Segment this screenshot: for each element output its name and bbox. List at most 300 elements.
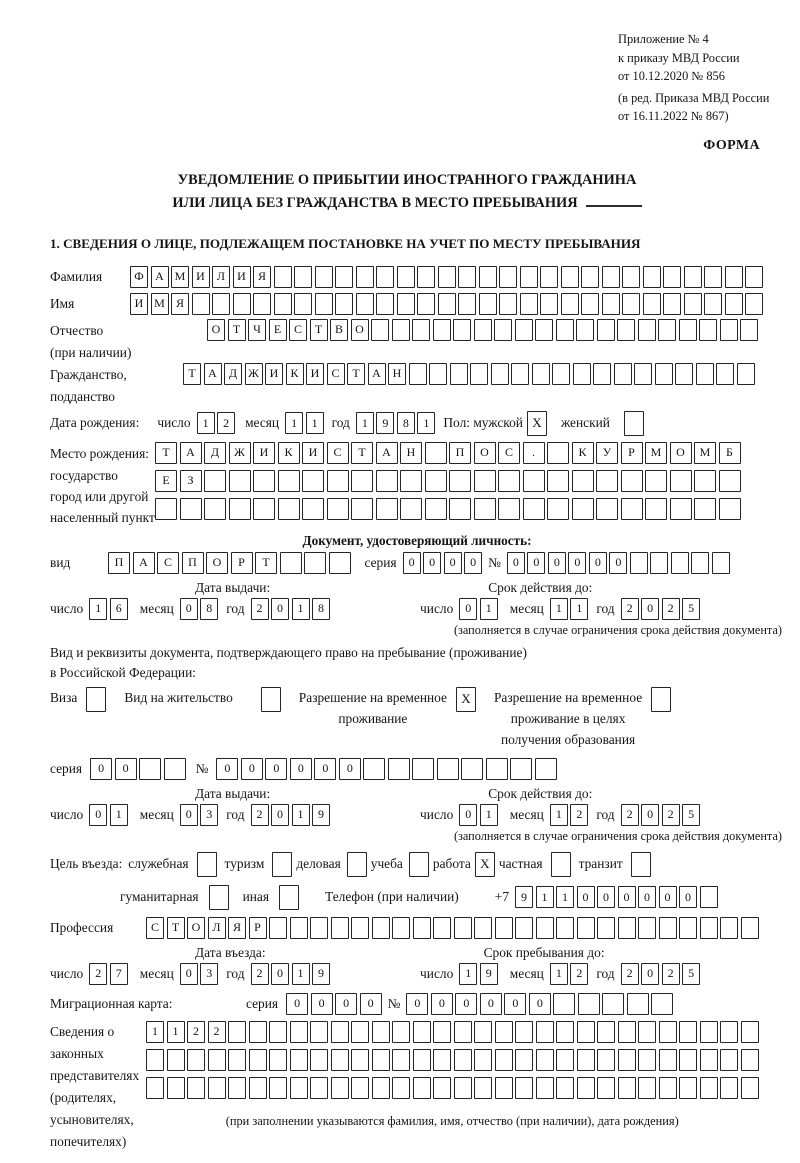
char-cell[interactable] [474, 470, 496, 492]
char-cell[interactable] [535, 758, 557, 780]
char-cell[interactable]: 8 [312, 598, 330, 620]
char-cell[interactable]: 0 [431, 993, 453, 1015]
char-cell[interactable]: 2 [251, 963, 269, 985]
char-cell[interactable]: Е [269, 319, 287, 341]
char-cell[interactable] [146, 1049, 164, 1071]
char-cell[interactable] [699, 319, 717, 341]
char-cell[interactable] [498, 470, 520, 492]
char-cell[interactable]: И [192, 266, 210, 288]
char-cell[interactable]: 1 [480, 598, 498, 620]
char-cell[interactable]: Т [155, 442, 177, 464]
char-cell[interactable]: 1 [292, 963, 310, 985]
char-cell[interactable]: 0 [89, 804, 107, 826]
char-cell[interactable]: П [182, 552, 204, 574]
char-cell[interactable] [290, 1077, 308, 1099]
char-cell[interactable]: 0 [406, 993, 428, 1015]
char-cell[interactable]: Л [212, 266, 230, 288]
char-cell[interactable] [253, 293, 271, 315]
char-cell[interactable] [671, 552, 689, 574]
char-cell[interactable] [278, 470, 300, 492]
char-cell[interactable] [486, 758, 508, 780]
char-cell[interactable] [556, 917, 574, 939]
char-cell[interactable] [335, 266, 353, 288]
char-cell[interactable]: О [670, 442, 692, 464]
purpose-other-checkbox[interactable] [279, 885, 299, 910]
char-cell[interactable] [433, 319, 451, 341]
char-cell[interactable]: 2 [662, 804, 680, 826]
char-cell[interactable]: 2 [662, 963, 680, 985]
char-cell[interactable] [520, 266, 538, 288]
char-cell[interactable] [400, 498, 422, 520]
char-cell[interactable]: 0 [577, 886, 595, 908]
char-cell[interactable] [515, 1021, 533, 1043]
char-cell[interactable] [479, 293, 497, 315]
char-cell[interactable] [278, 498, 300, 520]
char-cell[interactable] [621, 470, 643, 492]
char-cell[interactable]: 8 [200, 598, 218, 620]
char-cell[interactable] [376, 266, 394, 288]
char-cell[interactable]: 9 [480, 963, 498, 985]
purpose-private-checkbox[interactable] [551, 852, 571, 877]
char-cell[interactable]: 0 [638, 886, 656, 908]
char-cell[interactable]: П [108, 552, 130, 574]
char-cell[interactable] [618, 917, 636, 939]
char-cell[interactable] [417, 266, 435, 288]
char-cell[interactable] [413, 1077, 431, 1099]
char-cell[interactable]: 2 [621, 804, 639, 826]
char-cell[interactable]: 0 [115, 758, 137, 780]
char-cell[interactable] [597, 1021, 615, 1043]
char-cell[interactable]: Р [249, 917, 267, 939]
char-cell[interactable]: 1 [570, 598, 588, 620]
char-cell[interactable]: 0 [444, 552, 462, 574]
char-cell[interactable] [304, 552, 326, 574]
char-cell[interactable] [310, 1077, 328, 1099]
char-cell[interactable] [413, 1049, 431, 1071]
char-cell[interactable] [645, 498, 667, 520]
char-cell[interactable] [228, 1077, 246, 1099]
char-cell[interactable]: 9 [515, 886, 533, 908]
char-cell[interactable] [643, 293, 661, 315]
char-cell[interactable] [540, 293, 558, 315]
char-cell[interactable] [670, 470, 692, 492]
char-cell[interactable] [655, 363, 673, 385]
char-cell[interactable] [335, 293, 353, 315]
char-cell[interactable] [417, 293, 435, 315]
char-cell[interactable]: Ч [248, 319, 266, 341]
char-cell[interactable] [694, 498, 716, 520]
char-cell[interactable] [561, 293, 579, 315]
char-cell[interactable]: 0 [290, 758, 312, 780]
char-cell[interactable] [602, 293, 620, 315]
char-cell[interactable] [331, 1049, 349, 1071]
char-cell[interactable] [450, 363, 468, 385]
char-cell[interactable] [458, 293, 476, 315]
char-cell[interactable] [700, 917, 718, 939]
char-cell[interactable] [187, 1077, 205, 1099]
char-cell[interactable] [547, 498, 569, 520]
char-cell[interactable] [577, 917, 595, 939]
char-cell[interactable] [684, 293, 702, 315]
char-cell[interactable] [741, 1049, 759, 1071]
char-cell[interactable] [392, 1021, 410, 1043]
char-cell[interactable] [659, 1077, 677, 1099]
char-cell[interactable] [597, 1077, 615, 1099]
char-cell[interactable] [449, 470, 471, 492]
char-cell[interactable]: А [151, 266, 169, 288]
char-cell[interactable]: Д [204, 442, 226, 464]
char-cell[interactable]: 0 [459, 804, 477, 826]
char-cell[interactable] [290, 1049, 308, 1071]
char-cell[interactable] [327, 498, 349, 520]
char-cell[interactable]: Т [183, 363, 201, 385]
char-cell[interactable] [663, 293, 681, 315]
char-cell[interactable] [651, 993, 673, 1015]
char-cell[interactable] [331, 1021, 349, 1043]
temp-residence-checkbox[interactable]: X [456, 687, 476, 712]
char-cell[interactable] [429, 363, 447, 385]
char-cell[interactable]: 2 [208, 1021, 226, 1043]
char-cell[interactable] [474, 1077, 492, 1099]
purpose-business-checkbox[interactable] [347, 852, 367, 877]
char-cell[interactable] [327, 470, 349, 492]
char-cell[interactable] [596, 470, 618, 492]
char-cell[interactable]: Т [310, 319, 328, 341]
char-cell[interactable] [572, 470, 594, 492]
char-cell[interactable] [630, 552, 648, 574]
char-cell[interactable]: А [204, 363, 222, 385]
char-cell[interactable] [511, 363, 529, 385]
char-cell[interactable] [329, 552, 351, 574]
char-cell[interactable] [228, 1049, 246, 1071]
char-cell[interactable] [745, 266, 763, 288]
char-cell[interactable]: С [498, 442, 520, 464]
char-cell[interactable] [510, 758, 532, 780]
char-cell[interactable]: О [187, 917, 205, 939]
char-cell[interactable] [556, 1021, 574, 1043]
char-cell[interactable] [597, 319, 615, 341]
char-cell[interactable]: 0 [641, 963, 659, 985]
char-cell[interactable] [437, 758, 459, 780]
char-cell[interactable]: 2 [570, 804, 588, 826]
char-cell[interactable]: 0 [464, 552, 482, 574]
char-cell[interactable]: 0 [507, 552, 525, 574]
char-cell[interactable] [556, 1049, 574, 1071]
char-cell[interactable] [453, 319, 471, 341]
char-cell[interactable] [578, 993, 600, 1015]
char-cell[interactable] [413, 917, 431, 939]
char-cell[interactable]: 1 [110, 804, 128, 826]
char-cell[interactable] [520, 293, 538, 315]
char-cell[interactable] [351, 1021, 369, 1043]
char-cell[interactable]: С [289, 319, 307, 341]
char-cell[interactable]: 0 [180, 598, 198, 620]
char-cell[interactable] [249, 1049, 267, 1071]
char-cell[interactable] [679, 1049, 697, 1071]
char-cell[interactable]: Ж [245, 363, 263, 385]
char-cell[interactable] [650, 552, 668, 574]
char-cell[interactable]: 2 [570, 963, 588, 985]
char-cell[interactable]: 0 [589, 552, 607, 574]
char-cell[interactable] [302, 498, 324, 520]
char-cell[interactable]: А [133, 552, 155, 574]
char-cell[interactable] [720, 1077, 738, 1099]
char-cell[interactable] [372, 1021, 390, 1043]
char-cell[interactable]: С [327, 442, 349, 464]
char-cell[interactable] [659, 917, 677, 939]
char-cell[interactable]: . [523, 442, 545, 464]
char-cell[interactable]: 0 [314, 758, 336, 780]
char-cell[interactable] [556, 319, 574, 341]
char-cell[interactable] [454, 917, 472, 939]
char-cell[interactable] [310, 917, 328, 939]
char-cell[interactable]: Н [400, 442, 422, 464]
char-cell[interactable] [269, 917, 287, 939]
char-cell[interactable] [741, 1021, 759, 1043]
char-cell[interactable] [192, 293, 210, 315]
char-cell[interactable] [638, 1077, 656, 1099]
char-cell[interactable] [494, 319, 512, 341]
char-cell[interactable] [740, 319, 758, 341]
char-cell[interactable] [498, 498, 520, 520]
char-cell[interactable] [618, 1021, 636, 1043]
char-cell[interactable] [597, 1049, 615, 1071]
char-cell[interactable]: 0 [403, 552, 421, 574]
char-cell[interactable] [356, 293, 374, 315]
char-cell[interactable]: С [157, 552, 179, 574]
char-cell[interactable] [700, 1077, 718, 1099]
char-cell[interactable] [449, 498, 471, 520]
char-cell[interactable] [704, 293, 722, 315]
char-cell[interactable]: 0 [265, 758, 287, 780]
char-cell[interactable] [602, 993, 624, 1015]
char-cell[interactable]: Р [231, 552, 253, 574]
char-cell[interactable]: 9 [312, 804, 330, 826]
visa-checkbox[interactable] [86, 687, 106, 712]
char-cell[interactable] [663, 266, 681, 288]
char-cell[interactable] [409, 363, 427, 385]
char-cell[interactable]: 0 [504, 993, 526, 1015]
char-cell[interactable]: У [596, 442, 618, 464]
char-cell[interactable] [269, 1049, 287, 1071]
char-cell[interactable] [540, 266, 558, 288]
char-cell[interactable]: Я [228, 917, 246, 939]
char-cell[interactable]: 5 [682, 598, 700, 620]
char-cell[interactable] [208, 1049, 226, 1071]
char-cell[interactable] [576, 319, 594, 341]
char-cell[interactable]: 1 [556, 886, 574, 908]
char-cell[interactable]: 2 [621, 963, 639, 985]
char-cell[interactable]: Е [155, 470, 177, 492]
char-cell[interactable] [208, 1077, 226, 1099]
char-cell[interactable] [376, 498, 398, 520]
char-cell[interactable] [433, 1049, 451, 1071]
char-cell[interactable] [164, 758, 186, 780]
char-cell[interactable] [233, 293, 251, 315]
char-cell[interactable] [167, 1077, 185, 1099]
char-cell[interactable] [392, 1049, 410, 1071]
char-cell[interactable]: 0 [271, 598, 289, 620]
char-cell[interactable] [700, 886, 718, 908]
char-cell[interactable] [392, 319, 410, 341]
char-cell[interactable] [290, 917, 308, 939]
char-cell[interactable] [454, 1049, 472, 1071]
char-cell[interactable] [495, 917, 513, 939]
char-cell[interactable]: Ж [229, 442, 251, 464]
purpose-study-checkbox[interactable] [409, 852, 429, 877]
char-cell[interactable] [371, 319, 389, 341]
residence-permit-checkbox[interactable] [261, 687, 281, 712]
char-cell[interactable] [397, 293, 415, 315]
char-cell[interactable] [425, 442, 447, 464]
char-cell[interactable] [572, 498, 594, 520]
char-cell[interactable] [155, 498, 177, 520]
char-cell[interactable] [474, 1021, 492, 1043]
char-cell[interactable] [523, 498, 545, 520]
char-cell[interactable]: 0 [548, 552, 566, 574]
purpose-humanitarian-checkbox[interactable] [209, 885, 229, 910]
char-cell[interactable]: 0 [423, 552, 441, 574]
char-cell[interactable]: И [130, 293, 148, 315]
char-cell[interactable] [684, 266, 702, 288]
char-cell[interactable] [581, 293, 599, 315]
char-cell[interactable]: 1 [306, 412, 324, 434]
char-cell[interactable]: 0 [286, 993, 308, 1015]
char-cell[interactable] [249, 1077, 267, 1099]
char-cell[interactable]: 0 [609, 552, 627, 574]
char-cell[interactable] [351, 917, 369, 939]
char-cell[interactable] [658, 319, 676, 341]
char-cell[interactable]: И [233, 266, 251, 288]
char-cell[interactable] [461, 758, 483, 780]
char-cell[interactable] [515, 319, 533, 341]
char-cell[interactable] [392, 1077, 410, 1099]
char-cell[interactable]: Б [719, 442, 741, 464]
char-cell[interactable] [634, 363, 652, 385]
char-cell[interactable] [704, 266, 722, 288]
char-cell[interactable]: 1 [146, 1021, 164, 1043]
char-cell[interactable] [700, 1021, 718, 1043]
char-cell[interactable] [495, 1049, 513, 1071]
char-cell[interactable] [229, 470, 251, 492]
char-cell[interactable] [621, 498, 643, 520]
char-cell[interactable] [659, 1021, 677, 1043]
char-cell[interactable]: 0 [180, 963, 198, 985]
char-cell[interactable] [356, 266, 374, 288]
char-cell[interactable]: П [449, 442, 471, 464]
char-cell[interactable] [351, 1049, 369, 1071]
char-cell[interactable] [495, 1021, 513, 1043]
char-cell[interactable] [274, 293, 292, 315]
char-cell[interactable] [638, 1049, 656, 1071]
char-cell[interactable]: 2 [621, 598, 639, 620]
gender-male-checkbox[interactable]: X [527, 411, 547, 436]
char-cell[interactable] [617, 319, 635, 341]
char-cell[interactable] [425, 498, 447, 520]
char-cell[interactable] [737, 363, 755, 385]
char-cell[interactable] [741, 917, 759, 939]
char-cell[interactable] [146, 1077, 164, 1099]
char-cell[interactable] [204, 470, 226, 492]
char-cell[interactable] [310, 1021, 328, 1043]
char-cell[interactable] [679, 1077, 697, 1099]
char-cell[interactable] [536, 1077, 554, 1099]
char-cell[interactable] [745, 293, 763, 315]
char-cell[interactable] [372, 1049, 390, 1071]
char-cell[interactable]: 0 [659, 886, 677, 908]
char-cell[interactable] [535, 319, 553, 341]
char-cell[interactable]: 0 [597, 886, 615, 908]
char-cell[interactable]: О [207, 319, 225, 341]
char-cell[interactable] [536, 917, 554, 939]
char-cell[interactable] [433, 1077, 451, 1099]
char-cell[interactable] [331, 917, 349, 939]
char-cell[interactable]: 0 [311, 993, 333, 1015]
char-cell[interactable] [700, 1049, 718, 1071]
char-cell[interactable] [372, 1077, 390, 1099]
char-cell[interactable] [412, 319, 430, 341]
char-cell[interactable]: А [368, 363, 386, 385]
char-cell[interactable]: Т [347, 363, 365, 385]
char-cell[interactable] [499, 266, 517, 288]
char-cell[interactable] [643, 266, 661, 288]
char-cell[interactable] [331, 1077, 349, 1099]
char-cell[interactable]: К [278, 442, 300, 464]
char-cell[interactable] [499, 293, 517, 315]
char-cell[interactable] [561, 266, 579, 288]
char-cell[interactable] [458, 266, 476, 288]
char-cell[interactable]: 0 [459, 598, 477, 620]
char-cell[interactable] [413, 1021, 431, 1043]
char-cell[interactable] [280, 552, 302, 574]
char-cell[interactable] [725, 293, 743, 315]
char-cell[interactable]: 0 [180, 804, 198, 826]
char-cell[interactable]: 0 [335, 993, 357, 1015]
purpose-work-checkbox[interactable]: X [475, 852, 495, 877]
char-cell[interactable] [536, 1021, 554, 1043]
char-cell[interactable]: Д [224, 363, 242, 385]
char-cell[interactable]: 0 [360, 993, 382, 1015]
char-cell[interactable] [474, 917, 492, 939]
char-cell[interactable] [547, 470, 569, 492]
char-cell[interactable]: Ф [130, 266, 148, 288]
char-cell[interactable]: 6 [110, 598, 128, 620]
char-cell[interactable] [670, 498, 692, 520]
char-cell[interactable] [204, 498, 226, 520]
char-cell[interactable] [438, 293, 456, 315]
char-cell[interactable] [638, 1021, 656, 1043]
char-cell[interactable] [274, 266, 292, 288]
char-cell[interactable] [679, 319, 697, 341]
char-cell[interactable]: 1 [356, 412, 374, 434]
char-cell[interactable] [638, 917, 656, 939]
purpose-official-checkbox[interactable] [197, 852, 217, 877]
char-cell[interactable] [614, 363, 632, 385]
char-cell[interactable]: 2 [251, 804, 269, 826]
char-cell[interactable] [269, 1077, 287, 1099]
char-cell[interactable]: 1 [292, 804, 310, 826]
char-cell[interactable]: 0 [271, 804, 289, 826]
char-cell[interactable] [433, 1021, 451, 1043]
char-cell[interactable] [679, 917, 697, 939]
char-cell[interactable] [675, 363, 693, 385]
char-cell[interactable]: 1 [536, 886, 554, 908]
char-cell[interactable] [187, 1049, 205, 1071]
char-cell[interactable] [315, 293, 333, 315]
char-cell[interactable] [596, 498, 618, 520]
char-cell[interactable] [679, 1021, 697, 1043]
char-cell[interactable] [351, 470, 373, 492]
